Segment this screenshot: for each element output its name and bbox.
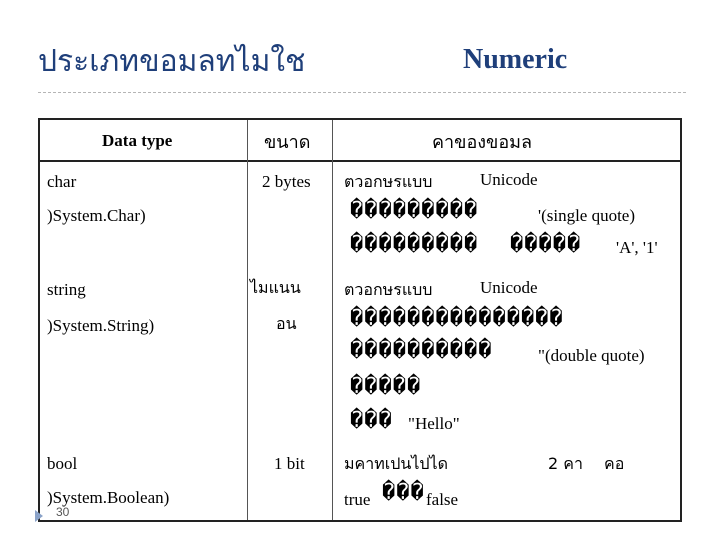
- header-value: คาของขอมล: [432, 132, 533, 153]
- row-bool-size: 1 bit: [274, 454, 305, 473]
- row-char-glyphs: �����: [510, 232, 582, 257]
- row-string-namespace: )System.String): [47, 316, 155, 335]
- row-string-note: "(double quote): [538, 346, 645, 365]
- row-char-note: '(single quote): [538, 206, 636, 225]
- divider: [38, 92, 686, 93]
- row-string-size-cont: อน: [276, 314, 297, 333]
- row-string-example: "Hello": [408, 414, 460, 433]
- row-string-desc: ตวอกษรแบบ: [344, 280, 433, 299]
- row-string-glyphs: ���: [350, 408, 393, 433]
- header-size: ขนาด: [264, 132, 311, 153]
- row-string-glyphs: �����: [350, 374, 422, 399]
- row-string-glyphs: ���������������: [350, 306, 564, 331]
- header-data-type: Data type: [102, 131, 173, 150]
- row-string-type: string: [47, 280, 86, 299]
- row-char-desc: ตวอกษรแบบ: [344, 172, 433, 191]
- row-string-glyphs: ����������: [350, 338, 493, 363]
- row-char-namespace: )System.Char): [47, 206, 146, 225]
- row-string-encoding: Unicode: [480, 278, 538, 297]
- row-bool-desc-end: คอ: [604, 454, 625, 473]
- row-char-type: char: [47, 172, 77, 191]
- row-char-example: 'A', '1': [616, 238, 658, 257]
- column-divider: [332, 120, 333, 520]
- slide-title: ประเภทขอมลทไมใช: [38, 44, 306, 79]
- row-bool-false: false: [426, 490, 459, 509]
- row-bool-true: true: [344, 490, 371, 509]
- page-number: 30: [56, 505, 70, 519]
- row-bool-glyphs: ���: [382, 480, 425, 505]
- row-char-glyphs: ���������: [350, 232, 479, 257]
- row-char-glyphs: ���������: [350, 198, 479, 223]
- row-bool-type: bool: [47, 454, 78, 473]
- row-char-encoding: Unicode: [480, 170, 538, 189]
- row-bool-namespace: )System.Boolean): [47, 488, 170, 507]
- row-bool-count: 2 คา: [548, 454, 583, 473]
- row-bool-desc: มคาทเปนไปได: [344, 454, 448, 473]
- row-string-size: ไมแนน: [250, 278, 301, 297]
- slide-marker-icon: [35, 510, 43, 522]
- slide-subtitle: Numeric: [463, 44, 568, 75]
- row-char-size: 2 bytes: [262, 172, 311, 191]
- data-type-table: [38, 118, 682, 522]
- column-divider: [247, 120, 248, 520]
